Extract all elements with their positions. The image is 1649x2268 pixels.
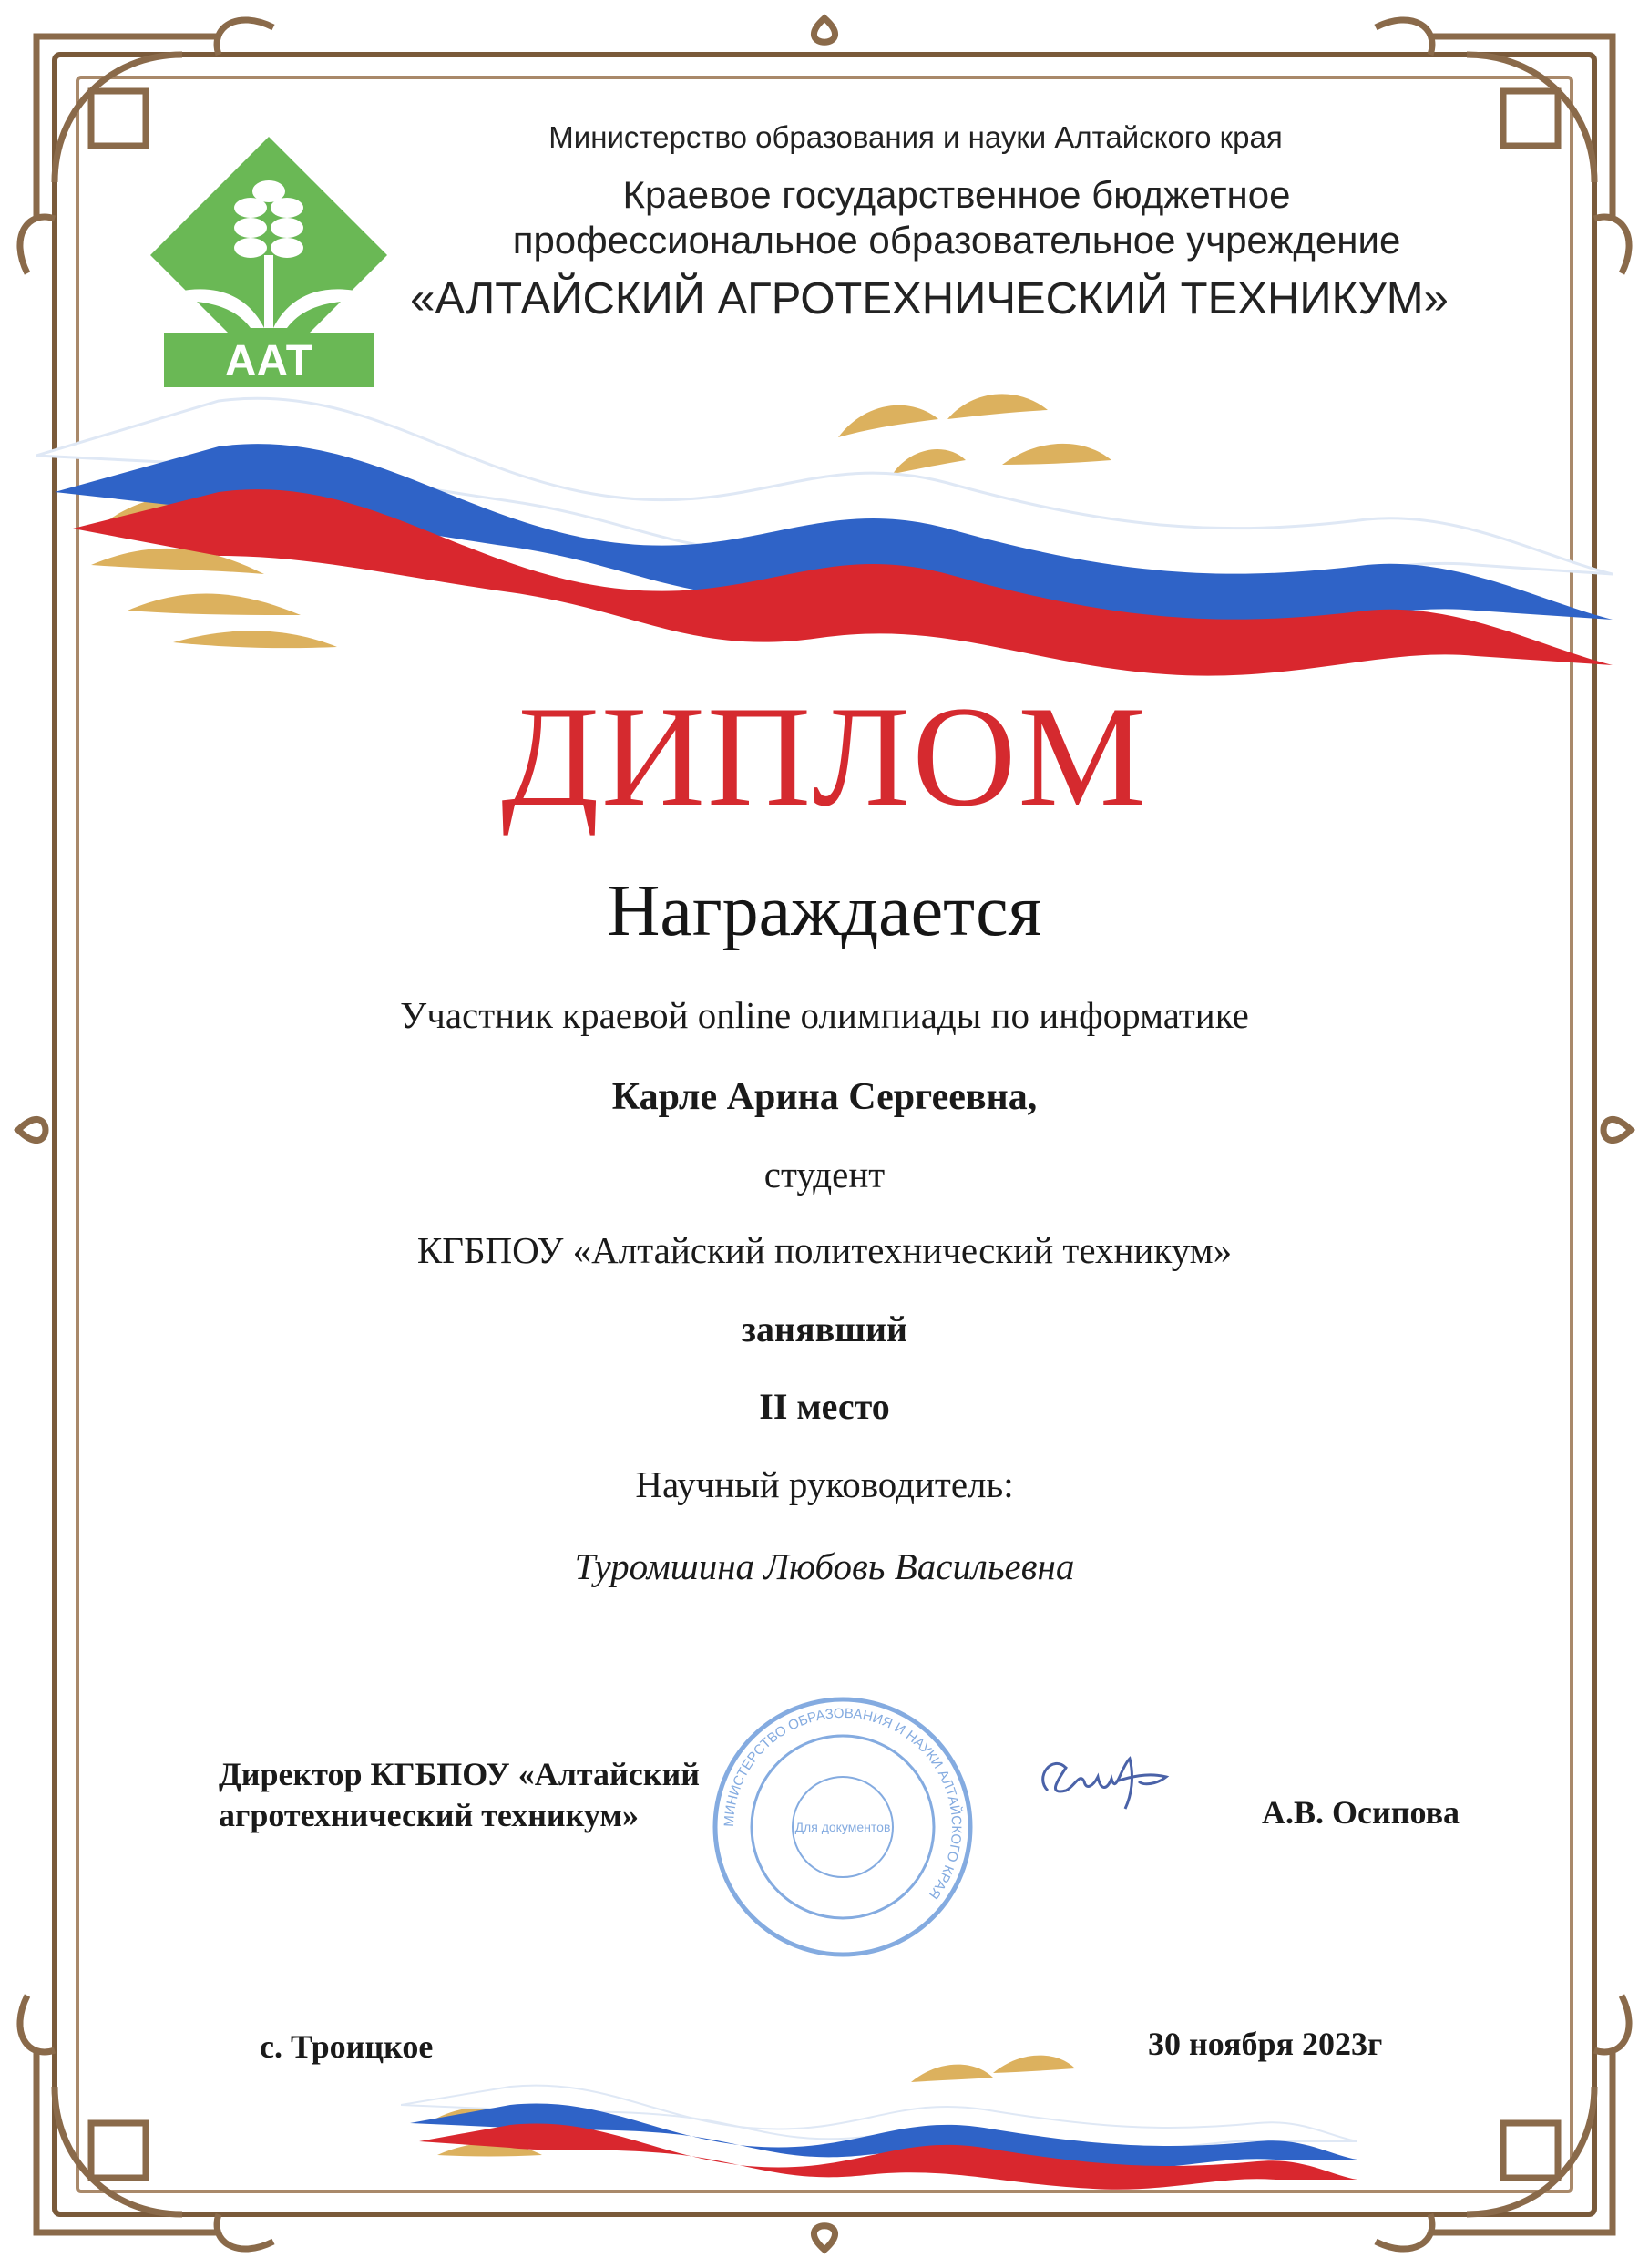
supervisor-label: Научный руководитель:: [635, 1463, 1014, 1505]
stamp-outer-text: МИНИСТЕРСТВО ОБРАЗОВАНИЯ И НАУКИ АЛТАЙСКОГО КРАЯ: [721, 1705, 965, 1903]
diploma-title: ДИПЛОМ: [501, 677, 1148, 836]
logo-text: ААТ: [224, 337, 313, 385]
director-title-line2: агротехнический техникум»: [219, 1797, 639, 1833]
footer-location: с. Троицкое: [260, 2028, 434, 2065]
participant-line: Участник краевой online олимпиады по информатике: [400, 994, 1249, 1036]
official-stamp: [706, 1690, 979, 1964]
org-type-line1: Краевое государственное бюджетное: [622, 173, 1291, 216]
flag-ribbon-bottom: [401, 2050, 1357, 2196]
recipient-status: студент: [763, 1154, 886, 1196]
org-type-line2: профессиональное образовательное учреждение: [512, 219, 1401, 262]
footer-date: 30 ноября 2023г: [1148, 2026, 1383, 2062]
director-name: А.В. Осипова: [1262, 1794, 1460, 1831]
director-title: [219, 1754, 700, 1836]
recipient-school: КГБПОУ «Алтайский политехнический техникум»: [416, 1229, 1233, 1271]
place-award: II место: [759, 1386, 890, 1427]
recipient-name: Карле Арина Сергеевна,: [611, 1076, 1038, 1118]
director-title-line1: Директор КГБПОУ «Алтайский: [219, 1756, 700, 1792]
flag-ribbon-top: [36, 383, 1613, 693]
org-name: «АЛТАЙСКИЙ АГРОТЕХНИЧЕСКИЙ ТЕХНИКУМ»: [410, 274, 1449, 323]
awarded-heading: Награждается: [607, 871, 1042, 951]
ministry-heading: Министерство образования и науки Алтайского края: [548, 120, 1283, 154]
aat-logo: [150, 137, 387, 392]
stamp-center-text: Для документов: [794, 1820, 891, 1834]
took-label: занявший: [741, 1308, 908, 1350]
director-signature: [1029, 1740, 1189, 1818]
supervisor-name: Туромшина Любовь Васильевна: [574, 1545, 1075, 1587]
